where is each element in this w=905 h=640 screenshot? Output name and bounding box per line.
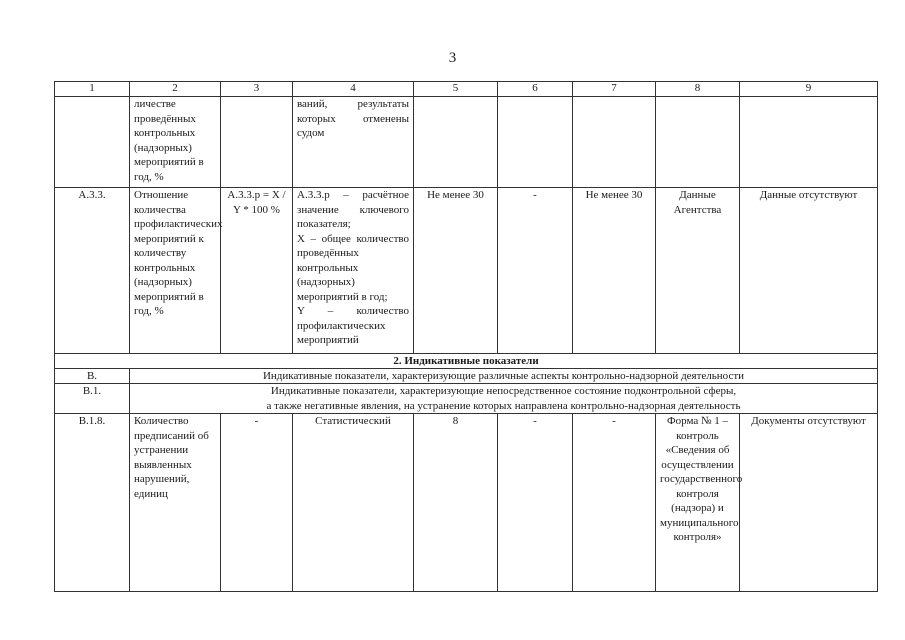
value-cell: - xyxy=(498,414,573,592)
table-row-continuation xyxy=(55,97,878,188)
group-title-cell: Индикативные показатели, характеризующие различные аспекты контрольно-надзорной деятельности xyxy=(130,369,878,384)
group-row-b xyxy=(55,369,878,384)
group-code-cell: В.1. xyxy=(55,384,130,414)
note-cell: Данные отсутствуют xyxy=(740,188,878,354)
formula-description-line: А.3.3.р – расчётное значение ключевого показателя; xyxy=(297,189,409,230)
indicators-table xyxy=(54,81,878,592)
table-row-a333 xyxy=(55,188,878,354)
column-number: 7 xyxy=(573,82,656,97)
column-number-row xyxy=(55,82,878,97)
formula-description-cell: ваний, результаты которых отменены судом xyxy=(293,97,414,188)
column-number: 2 xyxy=(130,82,221,97)
group-title-line: а также негативные явления, на устранение которых направлена контрольно-надзорная деятельность xyxy=(266,399,741,412)
target-value-cell: Не менее 30 xyxy=(573,188,656,354)
indicator-code-cell: А.3.3. xyxy=(55,188,130,354)
column-number: 1 xyxy=(55,82,130,97)
column-number: 9 xyxy=(740,82,878,97)
value-cell: - xyxy=(498,188,573,354)
group-code-cell: В. xyxy=(55,369,130,384)
formula-cell: - xyxy=(221,414,293,592)
column-number: 4 xyxy=(293,82,414,97)
note-cell: Документы отсутствуют xyxy=(740,414,878,592)
group-title-cell xyxy=(130,384,878,414)
source-cell: Данные Агентства xyxy=(656,188,740,354)
column-number: 5 xyxy=(414,82,498,97)
indicator-name-cell: Отношение количества профилактических мероприятий к количеству контрольных (надзорных) мероприятий в год, % xyxy=(130,188,221,354)
formula-description-cell: Статистический xyxy=(293,414,414,592)
group-row-b1 xyxy=(55,384,878,414)
group-title-line: Индикативные показатели, характеризующие непосредственное состояние подконтрольной сферы, xyxy=(270,385,737,397)
formula-cell: А.3.3.р = X / Y * 100 % xyxy=(221,188,293,354)
formula-description-line: Y – количество профилактических мероприятий xyxy=(297,305,409,346)
indicator-name-cell: личестве проведённых контрольных (надзорных) мероприятий в год, % xyxy=(130,97,221,188)
target-value-cell: - xyxy=(573,414,656,592)
target-value-cell: Не менее 30 xyxy=(414,188,498,354)
source-cell: Форма № 1 – контроль «Сведения об осуществлении государственного контроля (надзора) и муниципального контроля» xyxy=(656,414,740,592)
column-number: 8 xyxy=(656,82,740,97)
table-row-b18 xyxy=(55,414,878,592)
formula-description-cell xyxy=(293,188,414,354)
target-value-cell: 8 xyxy=(414,414,498,592)
column-number: 3 xyxy=(221,82,293,97)
formula-description-line: X – общее количество проведённых контрольных (надзорных) мероприятий в год; xyxy=(297,232,409,303)
indicator-code-cell: В.1.8. xyxy=(55,414,130,592)
page-number: 3 xyxy=(448,50,457,66)
indicator-name-cell: Количество предписаний об устранении выявленных нарушений, единиц xyxy=(130,414,221,592)
section-heading-row xyxy=(55,354,878,369)
column-number: 6 xyxy=(498,82,573,97)
section-heading: 2. Индикативные показатели xyxy=(55,354,878,369)
